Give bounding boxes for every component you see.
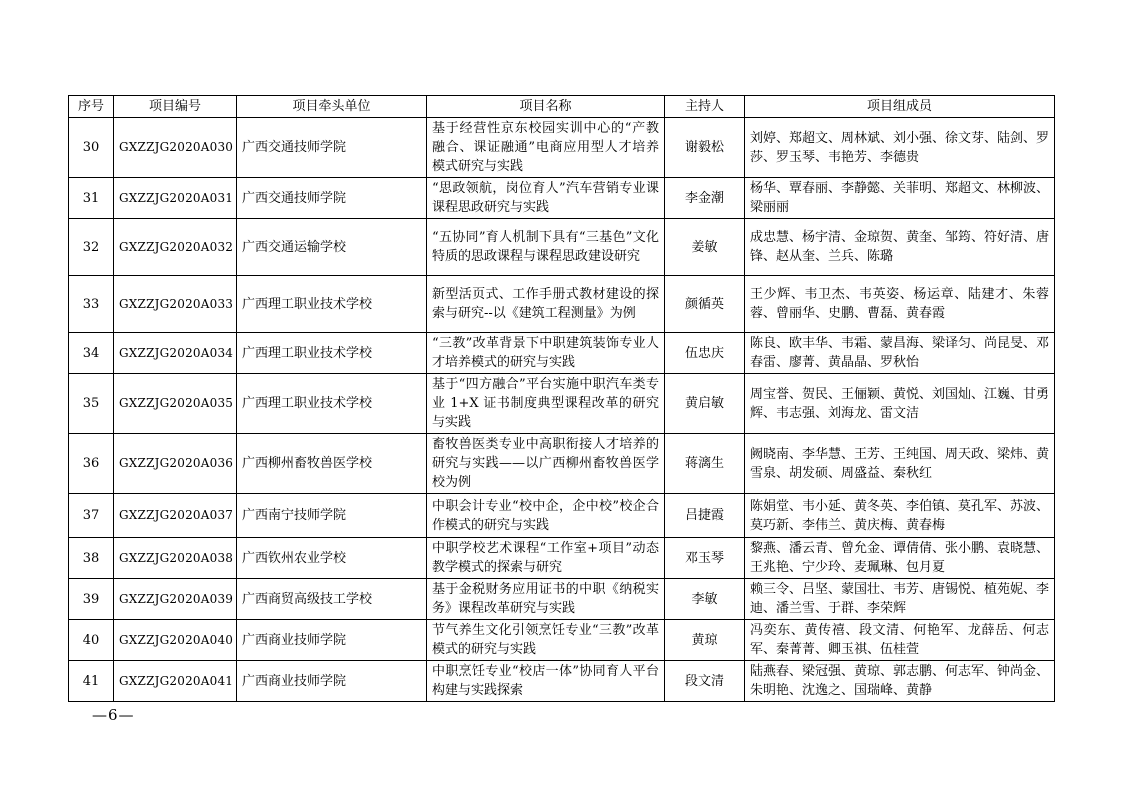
cell-name: 基于经营性京东校园实训中心的“产教融合、课证融通”电商应用型人才培养模式研究与实践 xyxy=(427,118,665,178)
cell-unit: 广西钦州农业学校 xyxy=(237,538,427,579)
cell-host: 李敏 xyxy=(665,579,745,620)
cell-seq: 40 xyxy=(69,620,114,661)
cell-name: 中职烹饪专业“校店一体”协同育人平台构建与实践探索 xyxy=(427,661,665,702)
header-seq: 序号 xyxy=(69,96,114,118)
table-row xyxy=(69,118,1055,178)
cell-members: 阙晓南、李华慧、王芳、王纯国、周天政、梁炜、黄雪泉、胡发硕、周盛益、秦秋红 xyxy=(745,434,1055,494)
cell-unit: 广西南宁技师学院 xyxy=(237,494,427,538)
cell-host: 吕捷霞 xyxy=(665,494,745,538)
cell-members: 刘婷、郑超文、周林斌、刘小强、徐文芽、陆剑、罗莎、罗玉琴、韦艳芳、李德贵 xyxy=(745,118,1055,178)
cell-name: 基于金税财务应用证书的中职《纳税实务》课程改革研究与实践 xyxy=(427,579,665,620)
cell-name: “思政领航，岗位育人”汽车营销专业课课程思政研究与实践 xyxy=(427,178,665,219)
cell-members: 成忠慧、杨宇清、金琼贺、黄奎、邹筠、符好清、唐锋、赵从奎、兰兵、陈璐 xyxy=(745,219,1055,276)
cell-code: GXZZJG2020A039 xyxy=(114,579,237,620)
cell-name: 畜牧兽医类专业中高职衔接人才培养的研究与实践——以广西柳州畜牧兽医学校为例 xyxy=(427,434,665,494)
cell-code: GXZZJG2020A032 xyxy=(114,219,237,276)
cell-code: GXZZJG2020A030 xyxy=(114,118,237,178)
cell-members: 杨华、覃春丽、李静懿、关菲明、郑超文、林柳波、梁丽丽 xyxy=(745,178,1055,219)
cell-unit: 广西理工职业技术学校 xyxy=(237,333,427,374)
cell-seq: 41 xyxy=(69,661,114,702)
cell-seq: 33 xyxy=(69,276,114,333)
header-name: 项目名称 xyxy=(427,96,665,118)
cell-members: 周宝誉、贺民、王俪颖、黄悦、刘国灿、江巍、甘勇辉、韦志强、刘海龙、雷文洁 xyxy=(745,374,1055,434)
header-members: 项目组成员 xyxy=(745,96,1055,118)
cell-name: “五协同”育人机制下具有“三基色”文化特质的思政课程与课程思政建设研究 xyxy=(427,219,665,276)
cell-name: “三教”改革背景下中职建筑装饰专业人才培养模式的研究与实践 xyxy=(427,333,665,374)
cell-code: GXZZJG2020A033 xyxy=(114,276,237,333)
table-row xyxy=(69,276,1055,333)
cell-members: 冯奕东、黄传禧、段文清、何艳军、龙薛岳、何志军、秦菁菁、卿玉祺、伍桂萱 xyxy=(745,620,1055,661)
table-row xyxy=(69,661,1055,702)
cell-unit: 广西商业技师学院 xyxy=(237,661,427,702)
cell-host: 段文清 xyxy=(665,661,745,702)
table-row xyxy=(69,579,1055,620)
cell-host: 蒋漓生 xyxy=(665,434,745,494)
cell-members: 赖三令、吕坚、蒙国壮、韦芳、唐锡悦、植苑妮、李迪、潘兰雪、于群、李荣辉 xyxy=(745,579,1055,620)
cell-host: 伍忠庆 xyxy=(665,333,745,374)
cell-seq: 30 xyxy=(69,118,114,178)
cell-name: 中职会计专业“校中企，企中校”校企合作模式的研究与实践 xyxy=(427,494,665,538)
cell-host: 谢毅松 xyxy=(665,118,745,178)
cell-unit: 广西交通技师学院 xyxy=(237,118,427,178)
cell-name: 基于“四方融合”平台实施中职汽车类专业 1+X 证书制度典型课程改革的研究与实践 xyxy=(427,374,665,434)
cell-code: GXZZJG2020A035 xyxy=(114,374,237,434)
table-row xyxy=(69,219,1055,276)
cell-unit: 广西交通运输学校 xyxy=(237,219,427,276)
cell-members: 陈良、欧丰华、韦霜、蒙昌海、梁译匀、尚昆旻、邓春雷、廖菁、黄晶晶、罗秋怡 xyxy=(745,333,1055,374)
table-header-row xyxy=(69,96,1055,118)
cell-host: 黄琼 xyxy=(665,620,745,661)
cell-seq: 36 xyxy=(69,434,114,494)
table-row xyxy=(69,333,1055,374)
cell-code: GXZZJG2020A040 xyxy=(114,620,237,661)
cell-host: 姜敏 xyxy=(665,219,745,276)
table-row xyxy=(69,178,1055,219)
table-row xyxy=(69,434,1055,494)
cell-code: GXZZJG2020A034 xyxy=(114,333,237,374)
cell-members: 陈娟堂、韦小延、黄冬英、李伯镇、莫孔军、苏波、莫巧新、李伟兰、黄庆梅、黄春梅 xyxy=(745,494,1055,538)
cell-seq: 38 xyxy=(69,538,114,579)
cell-code: GXZZJG2020A036 xyxy=(114,434,237,494)
cell-unit: 广西柳州畜牧兽医学校 xyxy=(237,434,427,494)
cell-code: GXZZJG2020A041 xyxy=(114,661,237,702)
cell-members: 王少辉、韦卫杰、韦英姿、杨运章、陆建才、朱蓉蓉、曾丽华、史鹏、曹磊、黄春霞 xyxy=(745,276,1055,333)
cell-host: 黄启敏 xyxy=(665,374,745,434)
cell-host: 颜循英 xyxy=(665,276,745,333)
table-row xyxy=(69,494,1055,538)
cell-unit: 广西理工职业技术学校 xyxy=(237,374,427,434)
cell-name: 新型活页式、工作手册式教材建设的探索与研究--以《建筑工程测量》为例 xyxy=(427,276,665,333)
cell-members: 黎燕、潘云青、曾允金、谭倩倩、张小鹏、袁晓慧、王兆艳、宁少玲、麦珮琳、包月夏 xyxy=(745,538,1055,579)
cell-seq: 39 xyxy=(69,579,114,620)
cell-code: GXZZJG2020A031 xyxy=(114,178,237,219)
header-unit: 项目牵头单位 xyxy=(237,96,427,118)
cell-unit: 广西交通技师学院 xyxy=(237,178,427,219)
table-row xyxy=(69,620,1055,661)
cell-seq: 31 xyxy=(69,178,114,219)
cell-seq: 35 xyxy=(69,374,114,434)
cell-unit: 广西商业技师学院 xyxy=(237,620,427,661)
cell-host: 李金潮 xyxy=(665,178,745,219)
project-table xyxy=(68,95,1055,702)
table-body xyxy=(69,118,1055,702)
header-host: 主持人 xyxy=(665,96,745,118)
cell-name: 节气养生文化引领烹饪专业“三教”改革模式的研究与实践 xyxy=(427,620,665,661)
cell-name: 中职学校艺术课程“工作室+项目”动态教学模式的探索与研究 xyxy=(427,538,665,579)
cell-seq: 37 xyxy=(69,494,114,538)
cell-seq: 32 xyxy=(69,219,114,276)
cell-members: 陆燕春、梁冠强、黄琼、郭志鹏、何志军、钟尚金、朱明艳、沈逸之、国瑞峰、黄静 xyxy=(745,661,1055,702)
page-number: —6— xyxy=(92,706,135,724)
cell-seq: 34 xyxy=(69,333,114,374)
table-row xyxy=(69,374,1055,434)
cell-host: 邓玉琴 xyxy=(665,538,745,579)
cell-code: GXZZJG2020A038 xyxy=(114,538,237,579)
table-row xyxy=(69,538,1055,579)
cell-unit: 广西商贸高级技工学校 xyxy=(237,579,427,620)
cell-unit: 广西理工职业技术学校 xyxy=(237,276,427,333)
header-code: 项目编号 xyxy=(114,96,237,118)
cell-code: GXZZJG2020A037 xyxy=(114,494,237,538)
